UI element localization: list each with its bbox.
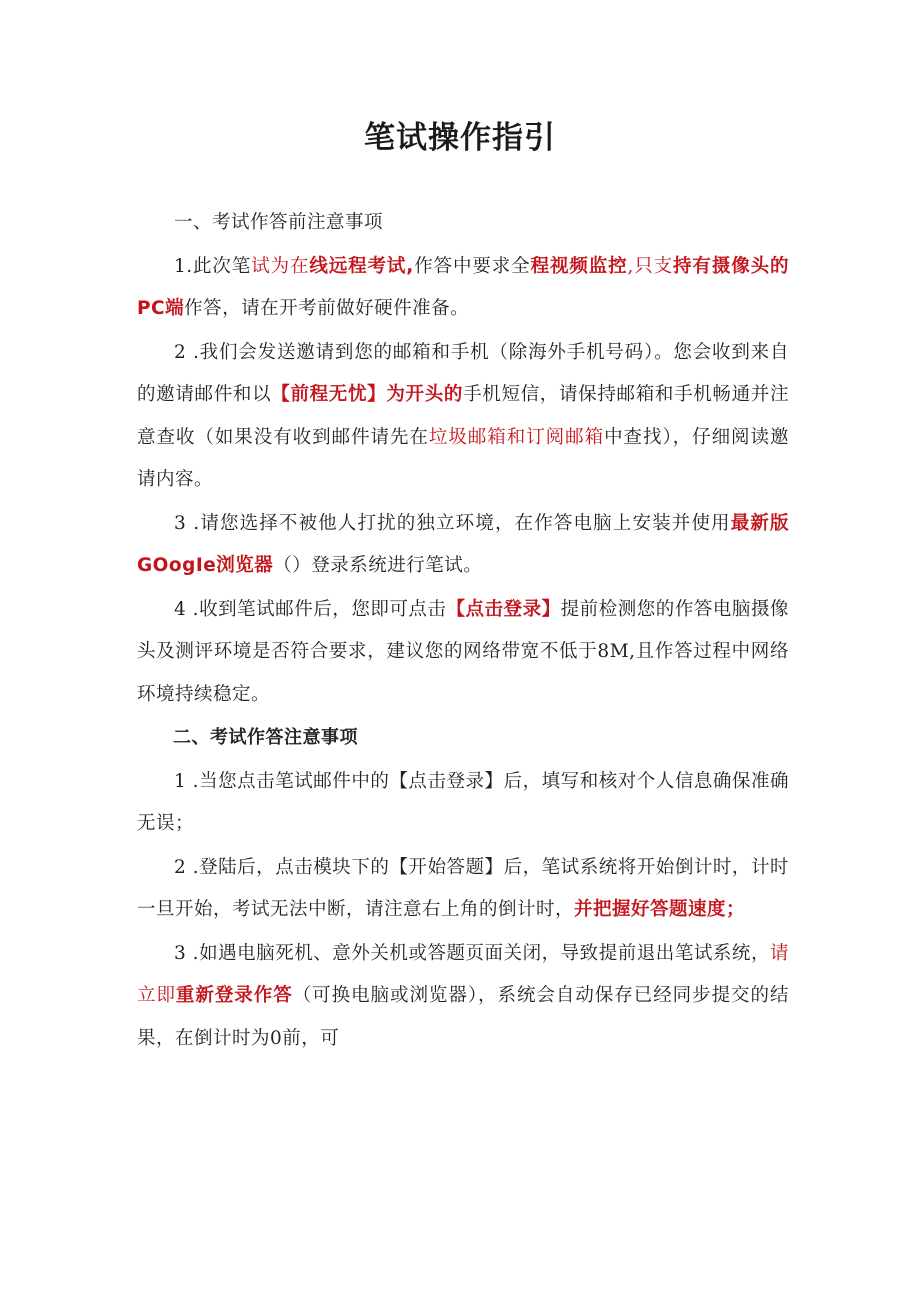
paragraph-1-2 — [137, 332, 789, 502]
text-span: （可换电脑或浏览器），系统会自动保存已经同步提交的结果，在倒计时为0前，可 — [137, 985, 789, 1049]
text-span: （）登录系统进行笔试。 — [273, 555, 483, 576]
text-span: 2 .我们会发送邀请到您的邮箱和手机（除海外手机号码）。您会收到来自的邀请邮件和以 — [137, 341, 789, 405]
text-span: 3 .如遇电脑死机、意外关机或答题页面关闭，导致提前退出笔试系统， — [174, 942, 770, 964]
emphasis-text: 请立即 — [137, 942, 789, 1006]
emphasis-text: 线远程考试, — [309, 255, 414, 277]
text-span: 提前检测您的作答电脑摄像头及测评环境是否符合要求，建议您的网络带宽不低于8M,且作答过程中网络环境持续稳定。 — [137, 598, 789, 705]
paragraph-2-3 — [137, 933, 789, 1061]
document-body — [137, 202, 789, 1061]
emphasis-text: 持有摄像头的PC端 — [137, 255, 789, 319]
text-span: 1.此次笔 — [174, 255, 252, 277]
paragraph-1-3 — [137, 503, 789, 588]
paragraph-2-2 — [137, 847, 789, 932]
text-span: 作答，请在开考前做好硬件准备。 — [184, 298, 470, 319]
text-span: 1 .当您点击笔试邮件中的【点击登录】后，填写和核对个人信息确保准确无误； — [137, 770, 789, 834]
emphasis-text: 垃圾邮箱和订阅邮箱 — [428, 426, 605, 448]
paragraph-1-4 — [137, 589, 789, 717]
emphasis-text: 最新版GOogIe浏览器 — [137, 512, 789, 576]
emphasis-text: 试为在 — [251, 255, 310, 277]
page-title: 笔试操作指引 — [364, 120, 556, 156]
section-heading-during-exam: 二、考试作答注意事项 — [173, 727, 358, 748]
text-span: 手机短信，请保持邮箱和手机畅通并注意查收（如果没有收到邮件请先在 — [137, 384, 789, 448]
emphasis-text: 【前程无忧】为开头的 — [271, 384, 464, 405]
paragraph-2-1 — [137, 761, 789, 846]
text-span: 4 .收到笔试邮件后，您即可点击 — [174, 598, 447, 620]
text-span: 3 .请您选择不被他人打扰的独立环境，在作答电脑上安装并使用 — [174, 512, 731, 534]
emphasis-text: 【点击登录】 — [446, 598, 561, 620]
text-span: 作答中要求全 — [413, 255, 531, 277]
text-span: 中查找），仔细阅读邀请内容。 — [137, 426, 789, 490]
section-heading-before-exam: 一、考试作答前注意事项 — [174, 212, 384, 233]
emphasis-text: 并把握好答题速度； — [574, 899, 746, 920]
emphasis-text: 重新登录作答 — [175, 985, 293, 1006]
emphasis-text: 程视频监控 — [530, 255, 628, 277]
paragraph-1-1 — [137, 246, 789, 331]
emphasis-text: ,只支 — [627, 255, 674, 277]
text-span: 2 .登陆后，点击模块下的【开始答题】后，笔试系统将开始倒计时，计时一旦开始，考试无法中断，请注意右上角的倒计时， — [137, 856, 789, 920]
